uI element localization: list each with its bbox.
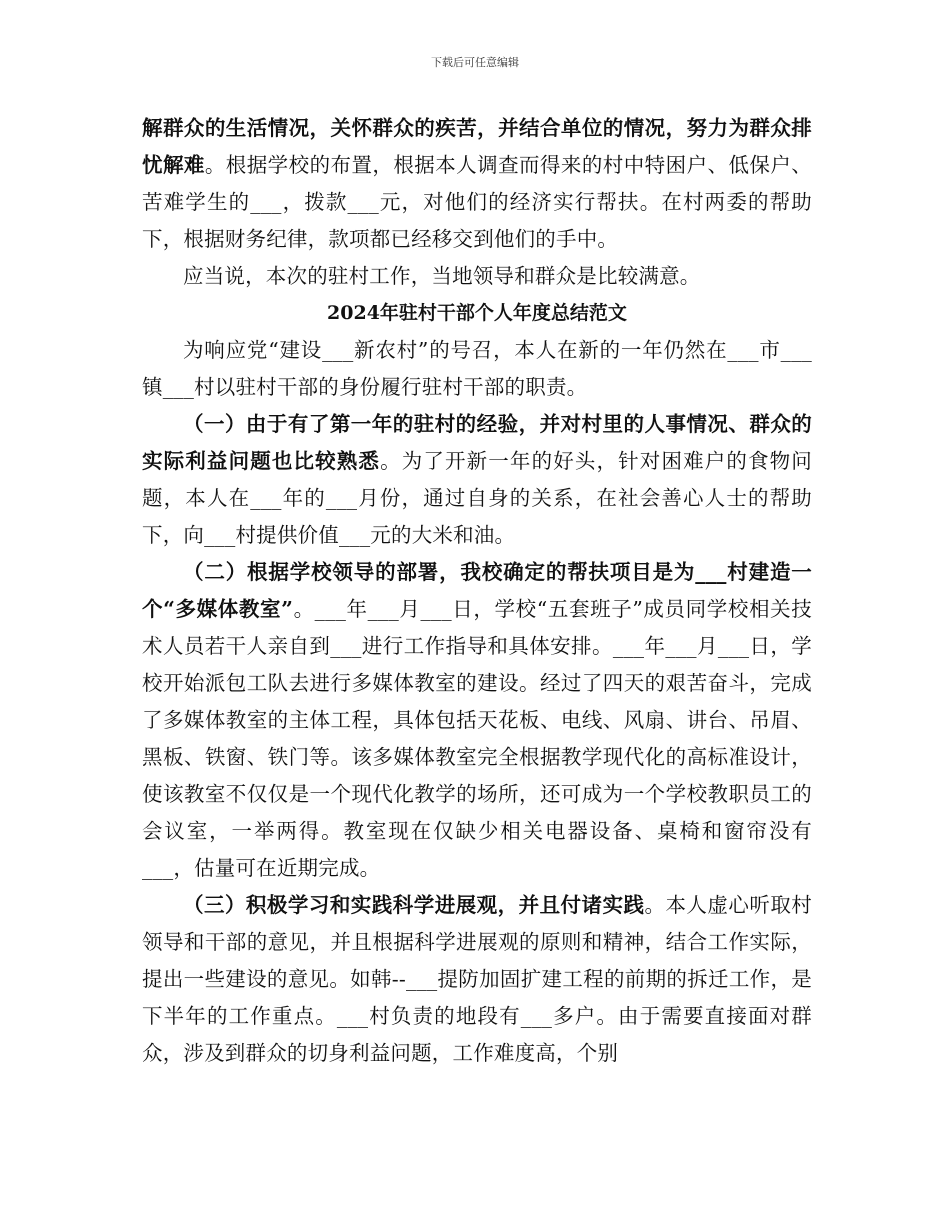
paragraph-summary: 应当说，本次的驻村工作，当地领导和群众是比较满意。 (183, 264, 701, 288)
paragraph-item-3 (142, 887, 812, 1072)
section-title: 2024年驻村干部个人年度总结范文 (327, 302, 627, 324)
bold-lead: （二）根据学校领导的部署，我校确定的帮扶项目是为___村建造一个“多媒体教室” (142, 560, 812, 621)
page-header-note: 下载后可任意编辑 (431, 56, 519, 69)
bold-lead: （一）由于有了第一年的驻村的经验，并对村里的人事情况、群众的实际利益问题也比较熟悉 (142, 412, 812, 473)
paragraph-continuation (142, 110, 812, 258)
bold-lead: （三）积极学习和实践科学进展观，并且付诸实践 (183, 893, 645, 917)
paragraph-text: 。本人虚心听取村领导和干部的意见，并且根据科学进展观的原则和精神，结合工作实际，提出一些建设的意见。如韩--___提防加固扩建工程的前期的拆迁工作，是下半年的工作重点。___村负责的地段有___多户。由于需要直接面对群众，涉及到群众的切身利益问题，工作难度高，个别 (142, 893, 812, 1065)
paragraph-text: 。根据学校的布置，根据本人调查而得来的村中特困户、低保户、苦难学生的___，拨款___元，对他们的经济实行帮扶。在村两委的帮助下，根据财务纪律，款项都已经移交到他们的手中。 (142, 153, 812, 251)
paragraph-intro: 为响应党“建设___新农村”的号召，本人在新的一年仍然在___市___镇___村以驻村干部的身份履行驻村干部的职责。 (142, 338, 812, 399)
bold-lead: 解群众的生活情况，关怀群众的疾苦，并结合单位的情况，努力为群众排忧解难 (142, 116, 812, 177)
paragraph-item-2 (142, 554, 812, 887)
document-body (142, 110, 812, 1072)
paragraph-text: 。___年___月___日，学校“五套班子”成员同学校相关技术人员若干人亲自到___进行工作指导和具体安排。___年___月___日，学校开始派包工队去进行多媒体教室的建设。经过了四天的艰苦奋斗，完成了多媒体教室的主体工程，具体包括天花板、电线、风扇、讲台、吊眉、黑板、铁窗、铁门等。该多媒体教室完全根据教学现代化的高标准设计，使该教室不仅仅是一个现代化教学的场所，还可成为一个学校教职员工的会议室，一举两得。教室现在仅缺少相关电器设备、桌椅和窗帘没有___，估量可在近期完成。 (142, 597, 812, 880)
paragraph-item-1 (142, 406, 812, 554)
paragraph-text: 。为了开新一年的好头，针对困难户的食物问题，本人在___年的___月份，通过自身的关系，在社会善心人士的帮助下，向___村提供价值___元的大米和油。 (142, 449, 812, 547)
